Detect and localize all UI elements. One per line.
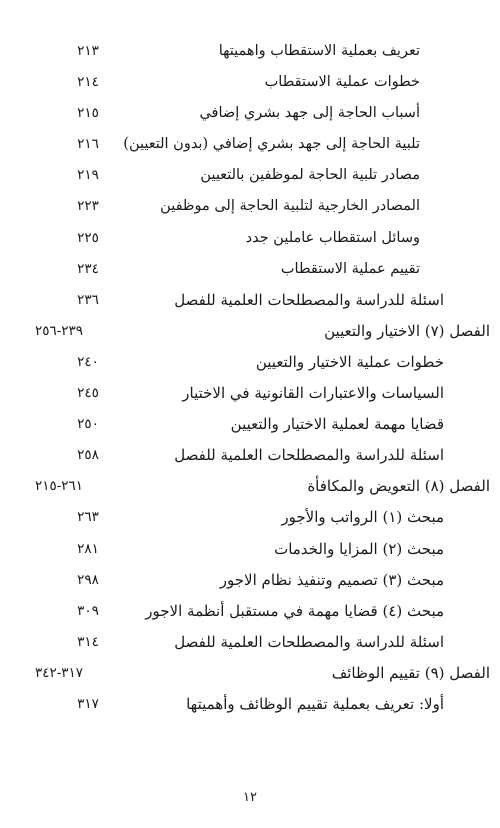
toc-row [0, 440, 500, 471]
toc-row [0, 36, 500, 67]
chapter-page-range: ٢٦١-٢١٥ [34, 478, 84, 495]
toc-entry-title: مبحث (٣) تصميم وتنفيذ نظام الاجور [219, 570, 444, 589]
toc-entry-title: مصادر تلبية الحاجة لموظفين بالتعيين [200, 167, 420, 184]
toc-entry-page: ٢٥٠ [77, 416, 99, 433]
toc-entry-title: مبحث (٢) المزايا والخدمات [274, 539, 444, 558]
toc-entry-title: خطوات عملية الاستقطاب [264, 74, 420, 91]
toc-row [0, 347, 500, 378]
toc-entry-title: تعريف بعملية الاستقطاب واهميتها [218, 43, 420, 59]
chapter-title: الفصل (٩) تقييم الوظائف [331, 663, 490, 682]
toc-row [0, 378, 500, 409]
toc-row [0, 689, 500, 720]
toc-entry-title: اسئلة للدراسة والمصطلحات العلمية للفصل [174, 632, 444, 651]
toc-row [0, 160, 500, 191]
toc-entry-page: ٢٥٨ [77, 447, 99, 464]
toc-entry-page: ٢٦٣ [77, 509, 99, 526]
toc-entry-title: مبحث (١) الرواتب والأجور [281, 508, 444, 527]
toc-entry-title: وسائل استقطاب عاملين جدد [245, 229, 420, 246]
toc-row [0, 191, 500, 222]
toc-entry-page: ٢١٤ [77, 74, 99, 91]
toc-row [0, 596, 500, 627]
toc-entry-page: ٢٢٥ [77, 229, 99, 246]
toc-row [0, 534, 500, 565]
toc-entry-title: أسباب الحاجة إلى جهد بشري إضافي [199, 105, 420, 122]
toc-row [0, 285, 500, 316]
toc-row [0, 67, 500, 98]
toc-row [0, 409, 500, 440]
toc-entry-page: ٢١٣ [77, 43, 99, 59]
toc-chapter-row [0, 658, 500, 689]
toc-entry-page: ٣٠٩ [77, 602, 99, 619]
chapter-page-range: ٢٣٩-٢٥٦ [34, 322, 84, 339]
toc-entry-title: اسئلة للدراسة والمصطلحات العلمية للفصل [174, 290, 444, 309]
toc-row [0, 502, 500, 533]
toc-entry-page: ٣١٧ [77, 695, 99, 712]
toc-row [0, 223, 500, 254]
toc-entry-page: ٢٤٥ [77, 385, 99, 402]
toc-entry-page: ٢٤٠ [77, 353, 99, 370]
toc-entry-title: السياسات والاعتبارات القانونية في الاختيار [182, 384, 444, 403]
toc-entry-page: ٢١٦ [77, 136, 99, 153]
toc-entry-title: تقييم عملية الاستقطاب [280, 260, 420, 277]
toc-entry-title: تلبية الحاجة إلى جهد بشري إضافي (بدون التعيين) [123, 136, 420, 153]
toc-entry-page: ٢٢٣ [77, 198, 99, 215]
toc-entry-page: ٢٣٤ [77, 260, 99, 277]
chapter-title: الفصل (٨) التعويض والمكافأة [307, 477, 490, 496]
toc-entry-title: أولا: تعريف بعملية تقييم الوظائف وأهميتها [186, 694, 444, 713]
toc-entry-title: قضايا مهمة لعملية الاختيار والتعيين [230, 415, 444, 434]
toc-row [0, 627, 500, 658]
toc-entry-page: ٣١٤ [77, 633, 99, 650]
toc-row [0, 565, 500, 596]
toc-entry-page: ٢١٩ [77, 167, 99, 184]
page-number: ١٢ [243, 790, 257, 805]
toc-entry-title: خطوات عملية الاختيار والتعيين [255, 352, 444, 371]
chapter-page-range: ٣١٧-٣٤٢ [34, 664, 84, 681]
toc-entry-title: المصادر الخارجية لتلبية الحاجة إلى موظفين [160, 198, 420, 215]
toc-entry-page: ٢٩٨ [77, 571, 99, 588]
toc-entry-title: مبحث (٤) قضايا مهمة في مستقبل أنظمة الاجور [145, 601, 444, 620]
toc-row [0, 98, 500, 129]
toc-chapter-row [0, 471, 500, 502]
toc-entry-page: ٢٣٦ [77, 291, 99, 308]
toc-row [0, 254, 500, 285]
toc-chapter-row [0, 316, 500, 347]
chapter-title: الفصل (٧) الاختيار والتعيين [324, 321, 490, 340]
table-of-contents [0, 36, 500, 720]
toc-row [0, 129, 500, 160]
toc-entry-page: ٢١٥ [77, 105, 99, 122]
toc-entry-page: ٢٨١ [77, 540, 99, 557]
toc-entry-title: اسئلة للدراسة والمصطلحات العلمية للفصل [174, 446, 444, 465]
